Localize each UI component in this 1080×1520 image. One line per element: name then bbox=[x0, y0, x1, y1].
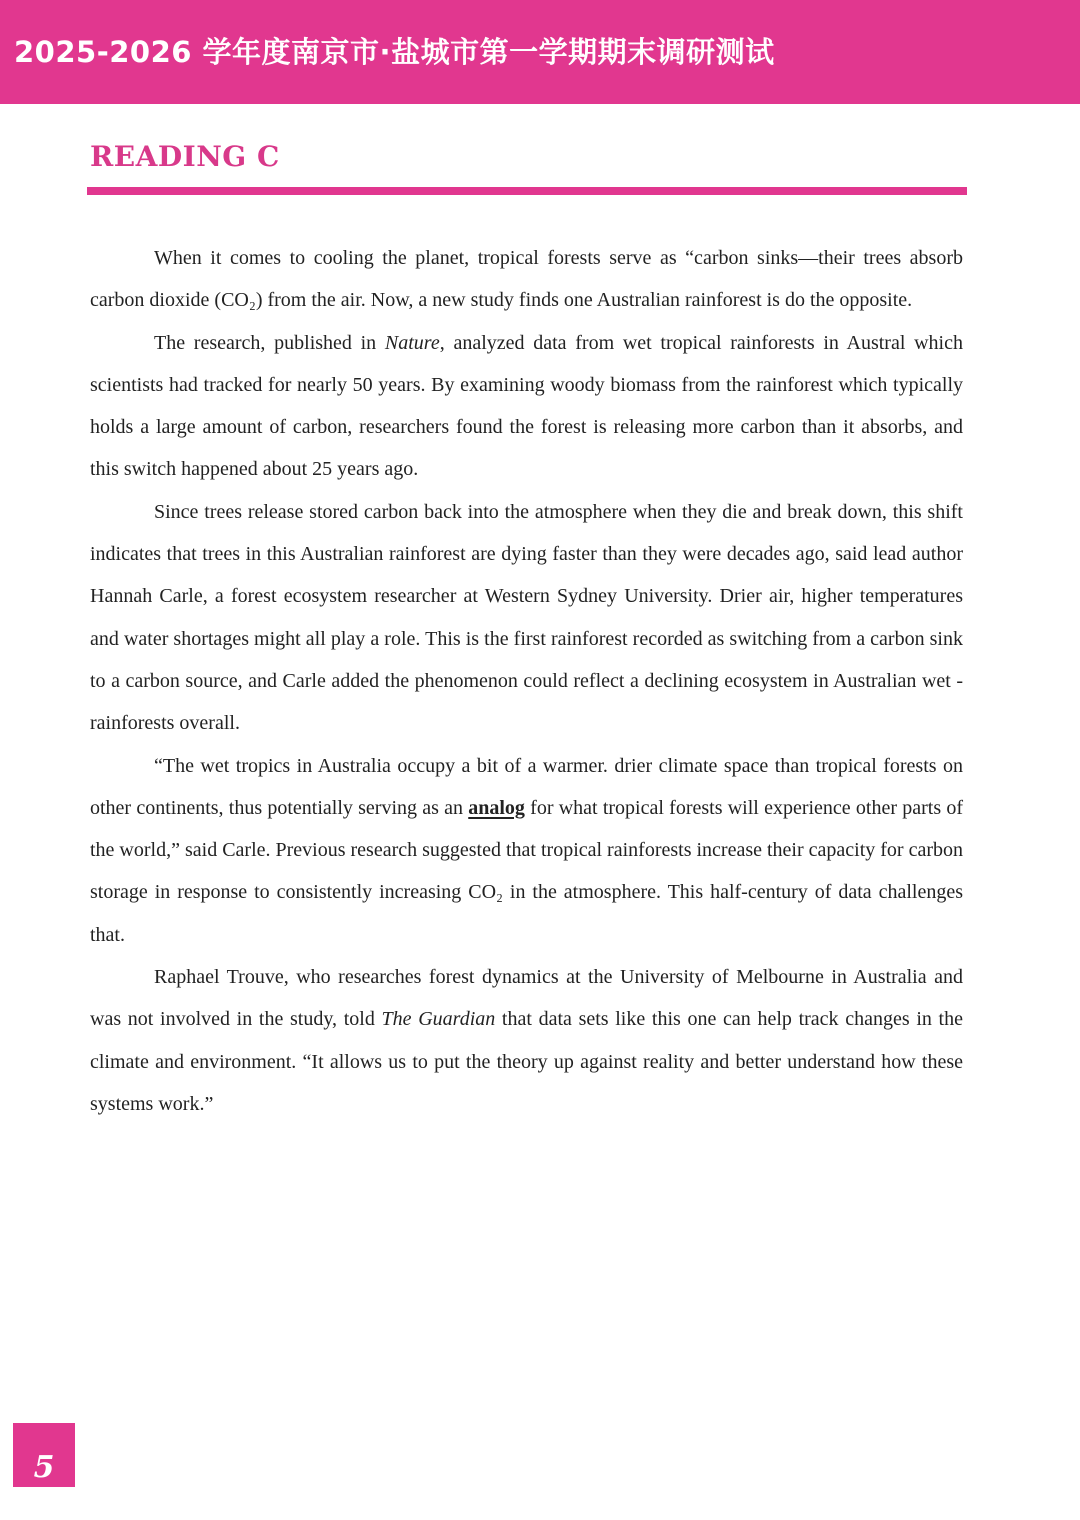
header-banner bbox=[0, 0, 1080, 104]
reading-passage bbox=[90, 237, 963, 1125]
paragraph-1 bbox=[90, 237, 963, 322]
paragraph-5 bbox=[90, 956, 963, 1125]
underlined-keyword: analog bbox=[468, 796, 525, 819]
heading-divider bbox=[87, 187, 967, 195]
paragraph-4 bbox=[90, 745, 963, 956]
paragraph-2-text-start: The research, published in bbox=[154, 331, 385, 354]
newspaper-name: The Guardian bbox=[381, 1008, 496, 1031]
paragraph-3-text: Since trees release stored carbon back into the atmosphere when they die and break down, this shift indicates that trees in this Australian rainforest are dying faster than they were decades ago, said lead author Hannah Carle, a forest ecosystem researcher at Western Sydney University. Drier air, higher temperatures and water shortages might all play a role. This is the first rainforest recorded as switching from a carbon sink to a carbon source, and Carle added the phenomenon could reflect a declining ecosystem in Australian wet -rainforests overall. bbox=[90, 500, 963, 735]
paragraph-3 bbox=[90, 491, 963, 745]
paragraph-4-text-end: for what tropical forests will experience other parts of the world,” said Carle. Previous research suggested that tropical rainforests increase their capacity for carbon storage in response to consistently increasing CO₂ in the atmosphere. This half-century of data challenges that. bbox=[90, 796, 964, 946]
paragraph-2-text-end: , analyzed data from wet tropical rainforests in Austral which scientists had tracked for nearly 50 years. By examining woody biomass from the rainforest which typically holds a large amount of carbon, researchers found the forest is releasing more carbon than it absorbs, and this switch happened about 25 years ago. bbox=[90, 331, 963, 481]
paragraph-2 bbox=[90, 322, 963, 491]
journal-name: Nature bbox=[384, 331, 440, 354]
paragraph-4-text-start: “The wet tropics in Australia occupy a bit of a warmer. drier climate space than tropical forests on other continents, thus potentially serving as an bbox=[90, 754, 963, 819]
page-number-badge bbox=[13, 1423, 75, 1487]
page-number: 5 bbox=[33, 1450, 55, 1485]
paragraph-1-text: When it comes to cooling the planet, tropical forests serve as “carbon sinks—their trees absorb carbon dioxide (CO₂) from the air. Now, a new study finds one Australian rainforest is do the opposite. bbox=[90, 247, 963, 312]
section-heading: READING C bbox=[90, 140, 280, 173]
exam-title: 2025-2026 学年度南京市·盐城市第一学期期末调研测试 bbox=[14, 35, 775, 69]
paragraph-5-text-start: Raphael Trouve, who researches forest dynamics at the University of Melbourne in Australia and was not involved in the study, told bbox=[90, 966, 963, 1031]
paragraph-5-text-end: that data sets like this one can help track changes in the climate and environment. “It allows us to put the theory up against reality and better understand how these systems work.” bbox=[90, 1008, 963, 1115]
